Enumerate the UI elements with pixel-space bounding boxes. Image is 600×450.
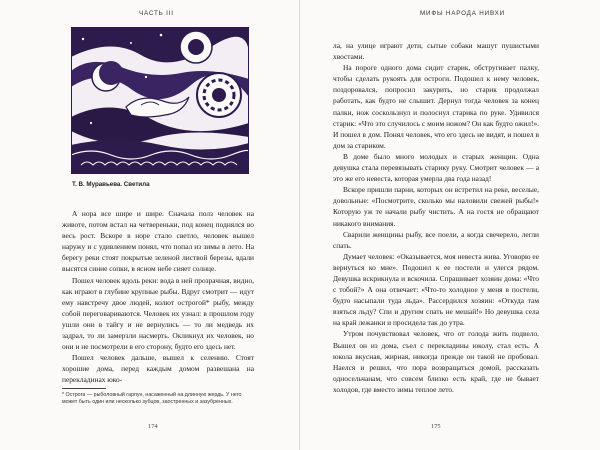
footnote-rule <box>62 388 106 389</box>
paragraph: На пороге одного дома сидит старик, обстругивает палку, чтобы сделать рукоять для остроги. Подошел к нему человек, поздоровался, попросил закурить, но старик продолжал работать, как будто не слышит. Дернул тогда человек за конец палки, нож соскользнул и полоснул старика по руке. Удивился старик: «Что это случилось с моим ножом? Он как будто ожил!». И пошел в дом. Понял человек, что его здесь не видят, и пошел в дом за стариком. <box>333 63 539 150</box>
footnote: * Острога — рыболовный гарпун, насаженный на длинную жердь. У него может быть один или несколько зубцов, заостренных и зазубренных. <box>62 392 242 406</box>
right-body-text <box>333 40 539 395</box>
paragraph: Пошел человек дальше, вышел к селению. Стоят хорошие дома, перед каждым домом развешана на перекладинах юко- <box>62 353 254 385</box>
left-body-text <box>62 208 254 386</box>
page-number-left: 174 <box>148 423 158 430</box>
running-head-left: ЧАСТЬ III <box>139 10 174 17</box>
paragraph: Думает человек: «Оказывается, моя невеста жива. Уговорю ее вернуться ко мне». Подошел к ее постели и улегся рядом. Девушка вскрикнула и вскочила. Спрашивает хозяин дома: «Что с тобой?» А она отвечает: «Что-то холодное у меня в постели, будто насыпали туда льда». Рассердился хозяин: «Откуда там взяться льду? Спи и другим спать не мешай!» Но девушка села на край лежанки и просидела так до утра. <box>333 251 539 328</box>
paragraph: Вскоре пришли парни, которых он встретил на реке, веселые, довольные: «Посмотрите, сколько мы наловили свежей рыбы!» Которую уж те начали рыбу чистить. А на гостя не обращают никакого внимания. <box>333 185 539 228</box>
paragraph: Утром почувствовал человек, что от голода жить подвело. Вышел он из дома, съел с перекладины юколу, стал есть. А юкола вкусная, жирная, никогда прежде он такой не пробовал. Наелся и решил, что пора возвращаться домой, рассказать односельчанам, что совсем близко есть край, где не бывает холодов, где вместо зимы теплое лето. <box>333 329 539 394</box>
page-number-right: 175 <box>431 423 441 430</box>
illustration-caption: Т. В. Муравьева. Светила <box>72 181 150 188</box>
paragraph: Сварили женщины рыбу, все поели, а когда свечерело, легли спать. <box>333 229 539 250</box>
running-head-right: МИФЫ НАРОДА НИВХИ <box>420 10 505 17</box>
paragraph: Пошел человек вдоль реки: вода в ней прозрачная, видно, как играют в глубине крупные рыбы. Вдруг смотрит — идут ему навстречу двое людей, колют острогой* рыбу, между собой переговариваются. Человек их узнал: в прошлом году ушли они в тайгу и не вернулись — то ли медведь их задрал, то ли замерзли насмерть. Окликнул их человек, но они и не посмотрели в его сторону, будто его здесь нет. <box>62 275 254 352</box>
paragraph-continuation: ла, на улице играют дети, сытые собаки машут пушистыми хвостами. <box>333 41 539 62</box>
paragraph: А нора все шире и шире. Сначала полз человек на животе, потом встал на четвереньки, под конец поднялся во весь рост. Вскоре в норе стало светло, человек вышел наружу и с удивлением понял, что попал из зимы в лето. На берегу реки стоят покрытые зеленой листвой березы, вдали высятся синие сопки, в ясном небе сияет солнце. <box>62 209 254 274</box>
right-page <box>300 0 600 450</box>
paragraph: В доме было много молодых и старых женщин. Одна девушка стала перевязывать старику руку. Смотрит человек — а это же его невеста, которая умерла два года назад! <box>333 151 539 184</box>
illustration-svetila <box>71 27 249 174</box>
